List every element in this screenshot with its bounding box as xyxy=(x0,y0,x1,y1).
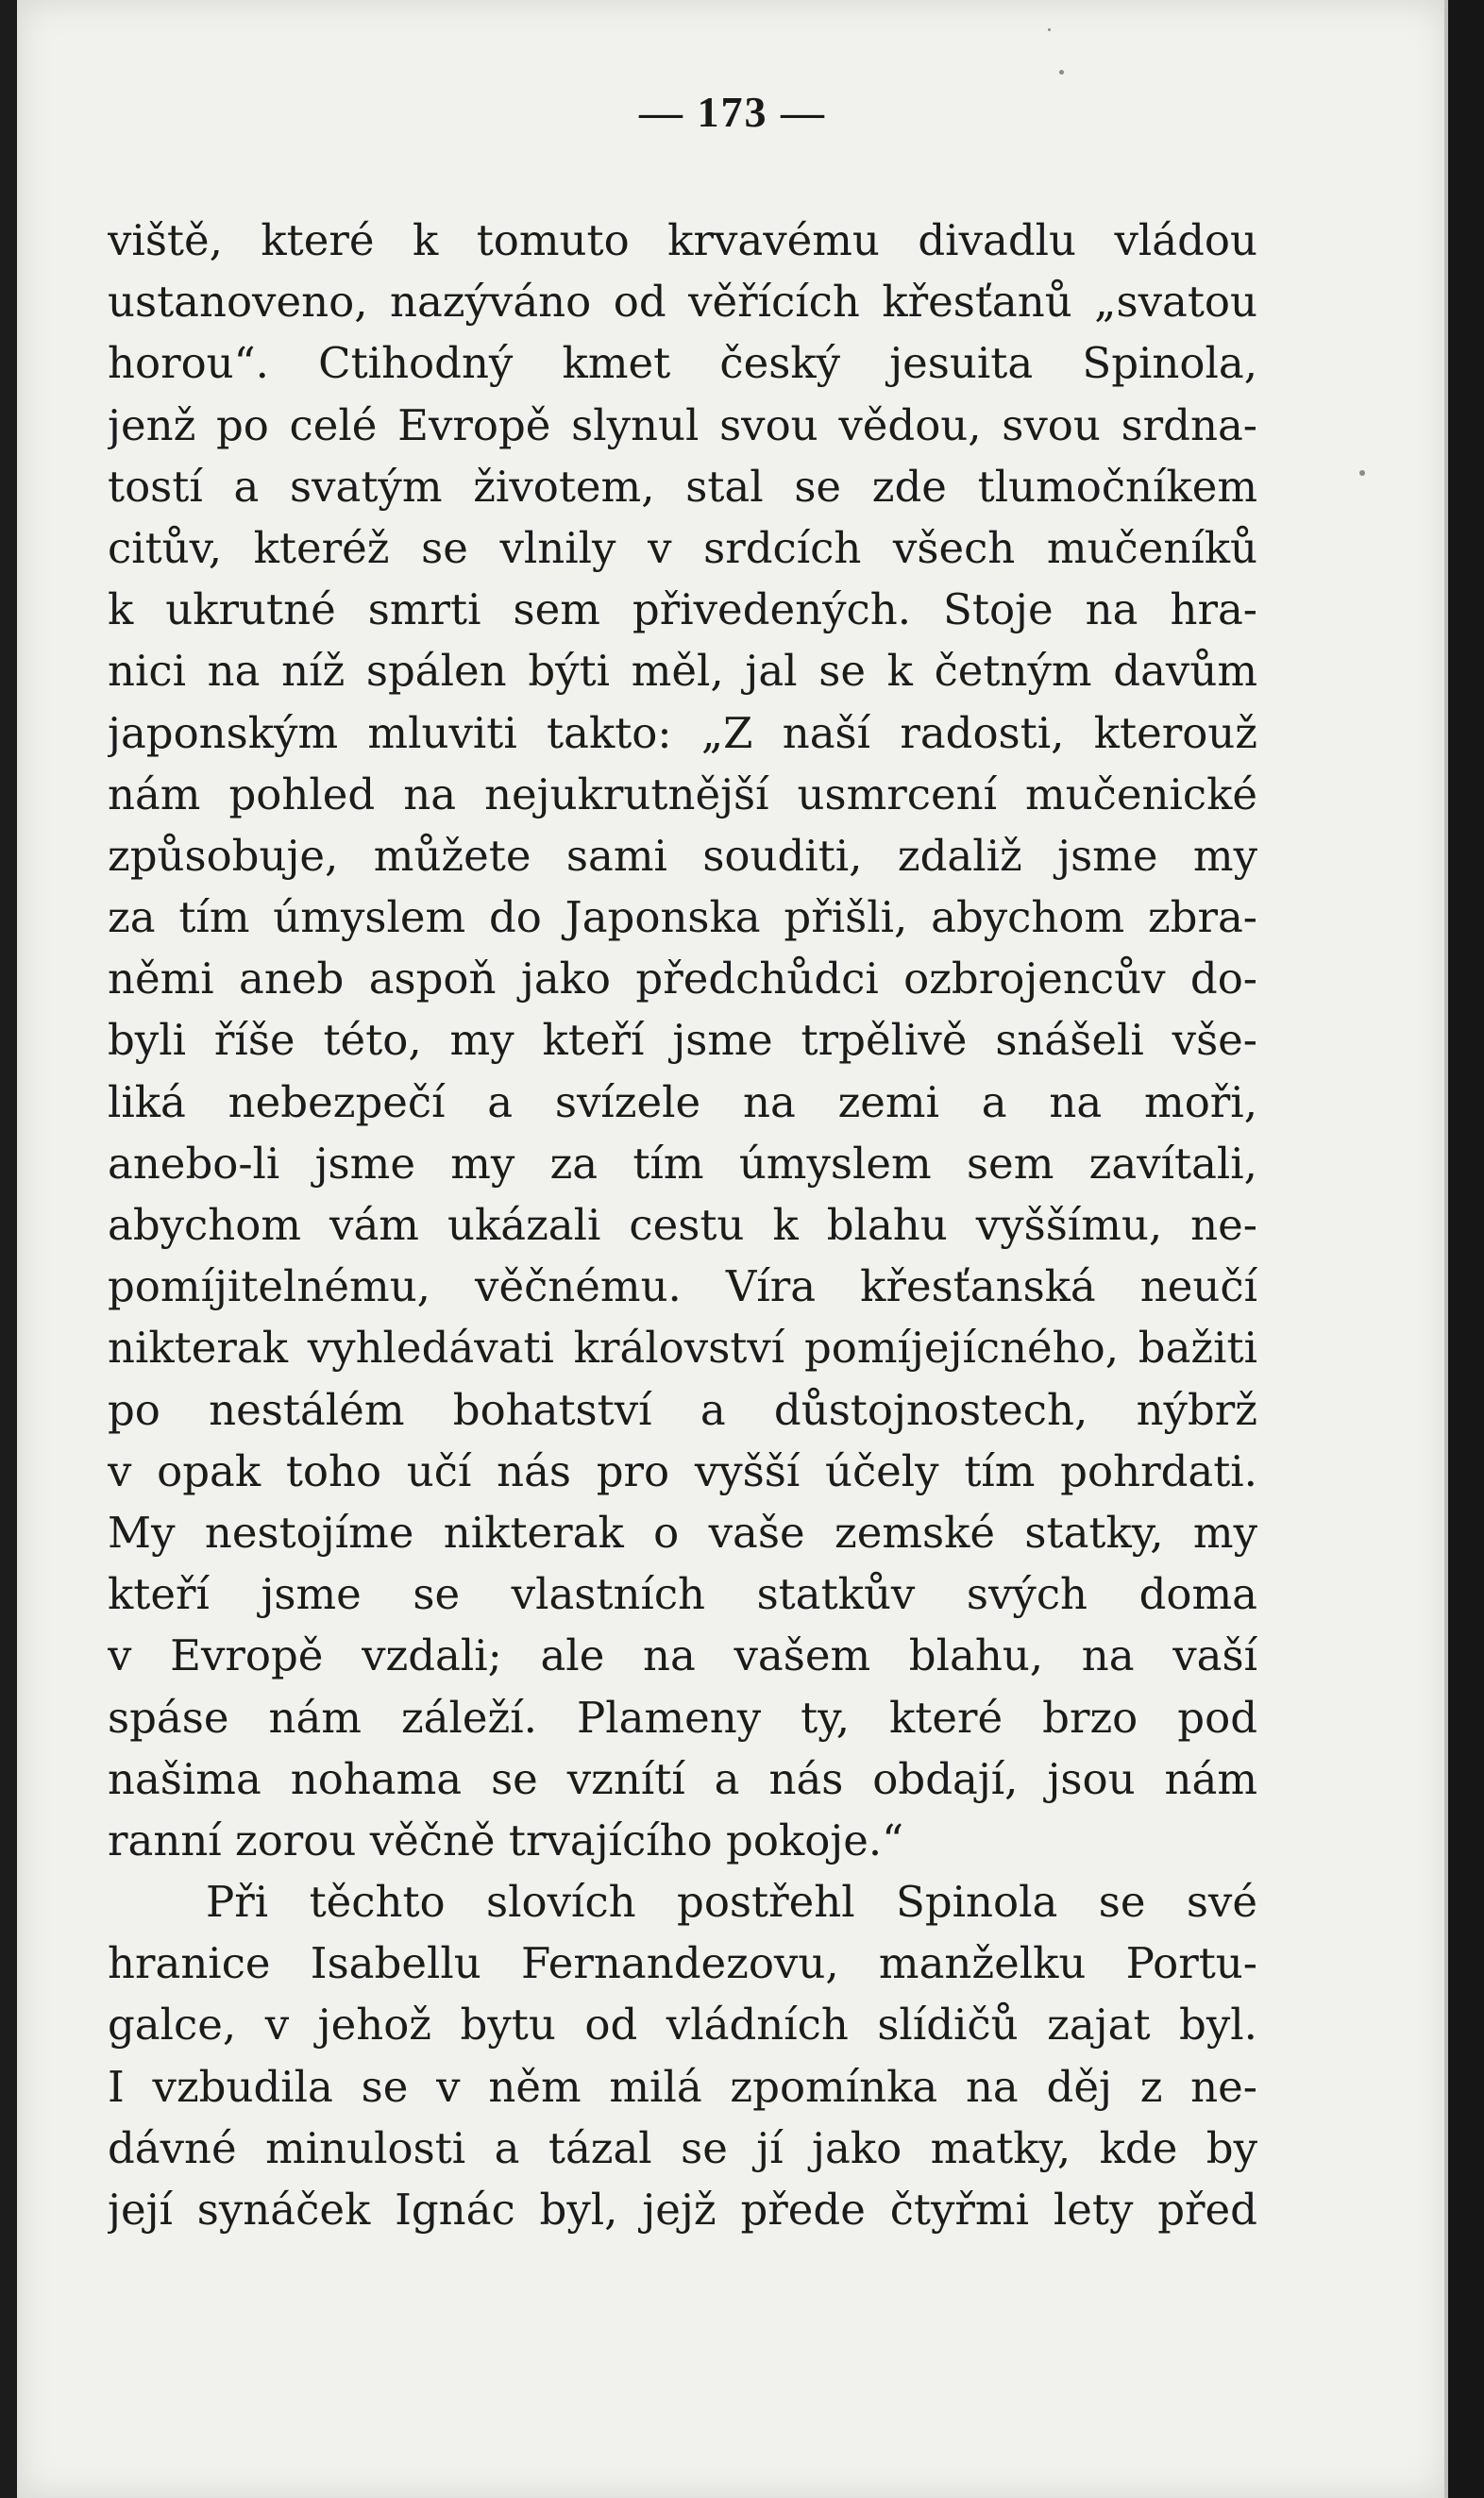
body-text xyxy=(108,210,1257,2240)
text-line: způsobuje, můžete sami souditi, zdaliž jsme my xyxy=(108,830,1257,881)
page-right-edge xyxy=(1448,0,1484,2498)
text-line: za tím úmyslem do Japonska přišli, abychom zbra- xyxy=(108,892,1257,943)
paper-speck xyxy=(1048,28,1051,31)
text-line: pomíjitelnému, věčnému. Víra křesťanská neučí xyxy=(108,1261,1257,1312)
text-line: nikterak vyhledávati království pomíjejícného, bažiti xyxy=(108,1323,1257,1374)
text-line: ustanoveno, nazýváno od věřících křesťanů „svatou xyxy=(108,277,1257,328)
text-line: I vzbudila se v něm milá zpomínka na děj z ne- xyxy=(108,2061,1257,2112)
text-line: kteří jsme se vlastních statkův svých doma xyxy=(108,1569,1257,1620)
paper-speck xyxy=(1059,70,1064,75)
text-line: v Evropě vzdali; ale na vašem blahu, na vaší xyxy=(108,1630,1257,1681)
text-line: viště, které k tomuto krvavému divadlu vládou xyxy=(108,215,1257,265)
text-line: nici na níž spálen býti měl, jal se k četným davům xyxy=(108,646,1257,697)
text-line: v opak toho učí nás pro vyšší účely tím pohrdati. xyxy=(108,1445,1257,1496)
book-page xyxy=(17,0,1448,2498)
text-line: němi aneb aspoň jako předchůdci ozbrojencův do- xyxy=(108,954,1257,1004)
text-line: My nestojíme nikterak o vaše zemské statky, my xyxy=(108,1507,1257,1558)
text-line: k ukrutné smrti sem přivedených. Stoje na hra- xyxy=(108,584,1257,635)
text-line: anebo-li jsme my za tím úmyslem sem zavítali, xyxy=(108,1138,1257,1189)
text-line: našima nohama se vznítí a nás obdají, jsou nám xyxy=(108,1753,1257,1804)
text-line: po nestálém bohatství a důstojnostech, nýbrž xyxy=(108,1384,1257,1435)
text-line: abychom vám ukázali cestu k blahu vyššímu, ne- xyxy=(108,1200,1257,1250)
page-number: — 173 — xyxy=(639,88,826,136)
text-line: jenž po celé Evropě slynul svou vědou, svou srdna- xyxy=(108,399,1257,450)
text-line: tostí a svatým životem, stal se zde tlumočníkem xyxy=(108,461,1257,512)
text-line: dávné minulosti a tázal se jí jako matky, kde by xyxy=(108,2122,1257,2173)
text-line: hranice Isabellu Fernandezovu, manželku Portu- xyxy=(108,1938,1257,1989)
text-line: horou“. Ctihodný kmet český jesuita Spinola, xyxy=(108,338,1257,389)
paragraph-start-line: Při těchto slovích postřehl Spinola se své xyxy=(206,1877,1257,1928)
text-line: galce, v jehož bytu od vládních slídičů zajat byl. xyxy=(108,2000,1257,2051)
text-line: nám pohled na nejukrutnější usmrcení mučenické xyxy=(108,768,1257,819)
text-line: liká nebezpečí a svízele na zemi a na moři, xyxy=(108,1076,1257,1127)
paper-speck xyxy=(1359,470,1365,476)
text-line: citův, kteréž se vlnily v srdcích všech mučeníků xyxy=(108,522,1257,573)
text-line: spáse nám záleží. Plameny ty, které brzo pod xyxy=(108,1692,1257,1743)
text-line: její synáček Ignác byl, jejž přede čtyřmi lety před xyxy=(108,2185,1257,2235)
paragraph-end-line: ranní zorou věčně trvajícího pokoje.“ xyxy=(108,1814,904,1865)
page-left-edge xyxy=(0,0,17,2498)
text-line: japonským mluviti takto: „Z naší radosti, kterouž xyxy=(108,707,1257,758)
text-line: byli říše této, my kteří jsme trpělivě snášeli vše- xyxy=(108,1015,1257,1066)
